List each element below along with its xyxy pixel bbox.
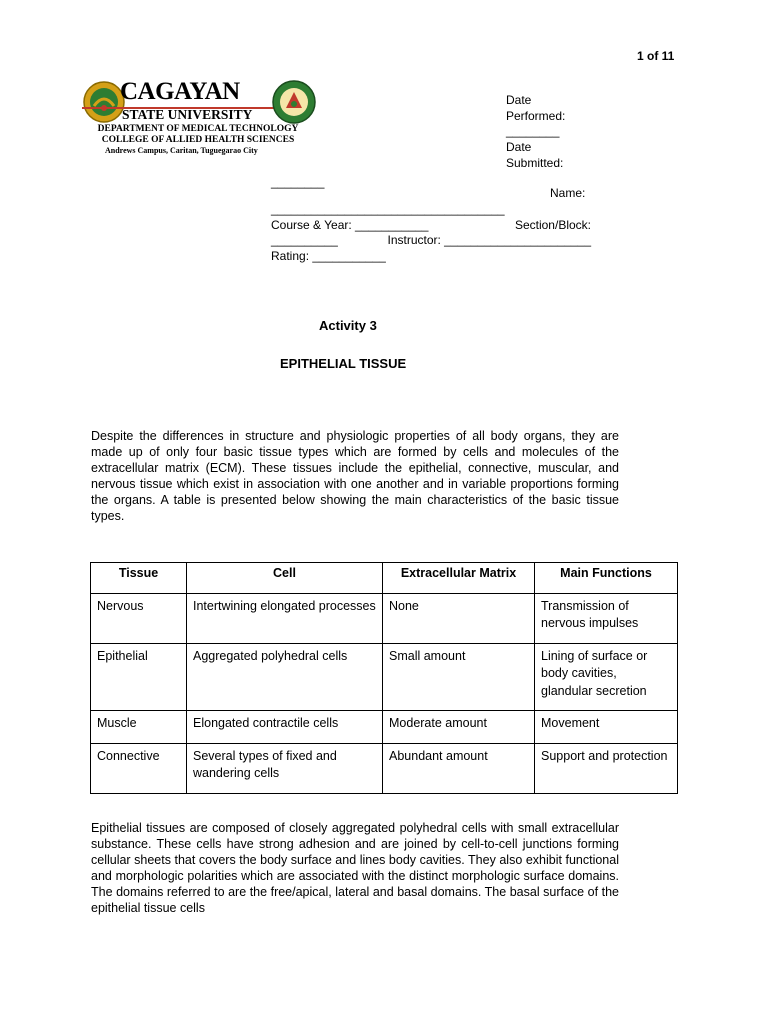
tissue-types-table	[90, 562, 678, 794]
section-instructor-row	[271, 233, 591, 249]
table-cell: Muscle	[91, 711, 187, 744]
table-cell: Movement	[535, 711, 678, 744]
department-name: DEPARTMENT OF MEDICAL TECHNOLOGY	[97, 124, 299, 134]
table-cell: Transmission of nervous impulses	[535, 593, 678, 643]
rating-field[interactable]: Rating: ___________	[271, 249, 386, 263]
header-functions: Main Functions	[535, 563, 678, 594]
table-cell: Several types of fixed and wandering cells	[187, 743, 383, 793]
date-submitted-label-2: Submitted:	[506, 155, 564, 170]
intro-paragraph: Despite the differences in structure and physiologic properties of all body organs, they are made up of only four basic tissue types which are formed by cells and molecules of the extracellular matrix (ECM). These tissues include the epithelial, connective, muscular, and nervous tissue which exist in association with one another and in variable proportions forming the organs. A table is presented below showing the main characteristics of the basic tissue types.	[91, 429, 619, 523]
date-submitted-label: Date	[506, 140, 532, 154]
table-header-row	[91, 563, 678, 594]
header-ecm: Extracellular Matrix	[383, 563, 535, 594]
topic-title: EPITHELIAL TISSUE	[280, 356, 407, 371]
header-cell: Cell	[187, 563, 383, 594]
table-cell: None	[383, 593, 535, 643]
date-performed-label: Date	[506, 93, 532, 107]
instructor-field[interactable]: Instructor: ______________________	[387, 233, 591, 247]
section-blank[interactable]: __________	[271, 233, 338, 247]
campus-address: Andrews Campus, Caritan, Tuguegarao City	[105, 146, 258, 155]
college-name: COLLEGE OF ALLIED HEALTH SCIENCES	[101, 134, 295, 145]
date-submitted-blank[interactable]: ________	[271, 175, 325, 189]
table-row	[91, 711, 678, 744]
university-subtitle: STATE UNIVERSITY	[122, 107, 253, 122]
college-seal-icon	[270, 78, 318, 126]
university-name: CAGAYAN	[120, 78, 240, 105]
table-cell: Intertwining elongated processes	[187, 593, 383, 643]
course-year-field[interactable]: Course & Year: ___________	[271, 218, 429, 232]
table-cell: Small amount	[383, 643, 535, 711]
table-cell: Connective	[91, 743, 187, 793]
header-tissue: Tissue	[91, 563, 187, 594]
table-row	[91, 593, 678, 643]
table-cell: Aggregated polyhedral cells	[187, 643, 383, 711]
course-section-row	[271, 218, 591, 234]
table-cell: Moderate amount	[383, 711, 535, 744]
activity-title: Activity 3	[319, 318, 377, 333]
table-row	[91, 643, 678, 711]
name-blank[interactable]: ___________________________________	[271, 202, 505, 216]
table-cell: Lining of surface or body cavities, glandular secretion	[535, 643, 678, 711]
name-label: Name:	[550, 186, 586, 200]
table-cell: Epithelial	[91, 643, 187, 711]
section-label: Section/Block:	[514, 218, 591, 232]
table-cell: Abundant amount	[383, 743, 535, 793]
department-block	[94, 124, 302, 145]
epithelial-paragraph: Epithelial tissues are composed of closely aggregated polyhedral cells with small extracellular substance. These cells have strong adhesion and are joined by cell-to-cell junctions forming cellular sheets that covers the body surface and lines body cavities. They also exhibit functional and morphologic polarities which are associated with the distinct morphologic surface domains. The domains referred to are the free/apical, lateral and basal domains. The basal surface of the epithelial tissue cells	[91, 821, 619, 915]
date-performed-field	[506, 93, 565, 140]
table-cell: Nervous	[91, 593, 187, 643]
page-number: 1 of 11	[637, 49, 675, 63]
table-cell: Support and protection	[535, 743, 678, 793]
date-performed-blank[interactable]: ________	[506, 124, 560, 138]
date-performed-label-2: Performed:	[506, 108, 566, 123]
table-cell: Elongated contractile cells	[187, 711, 383, 744]
date-submitted-field	[506, 140, 563, 171]
table-row	[91, 743, 678, 793]
